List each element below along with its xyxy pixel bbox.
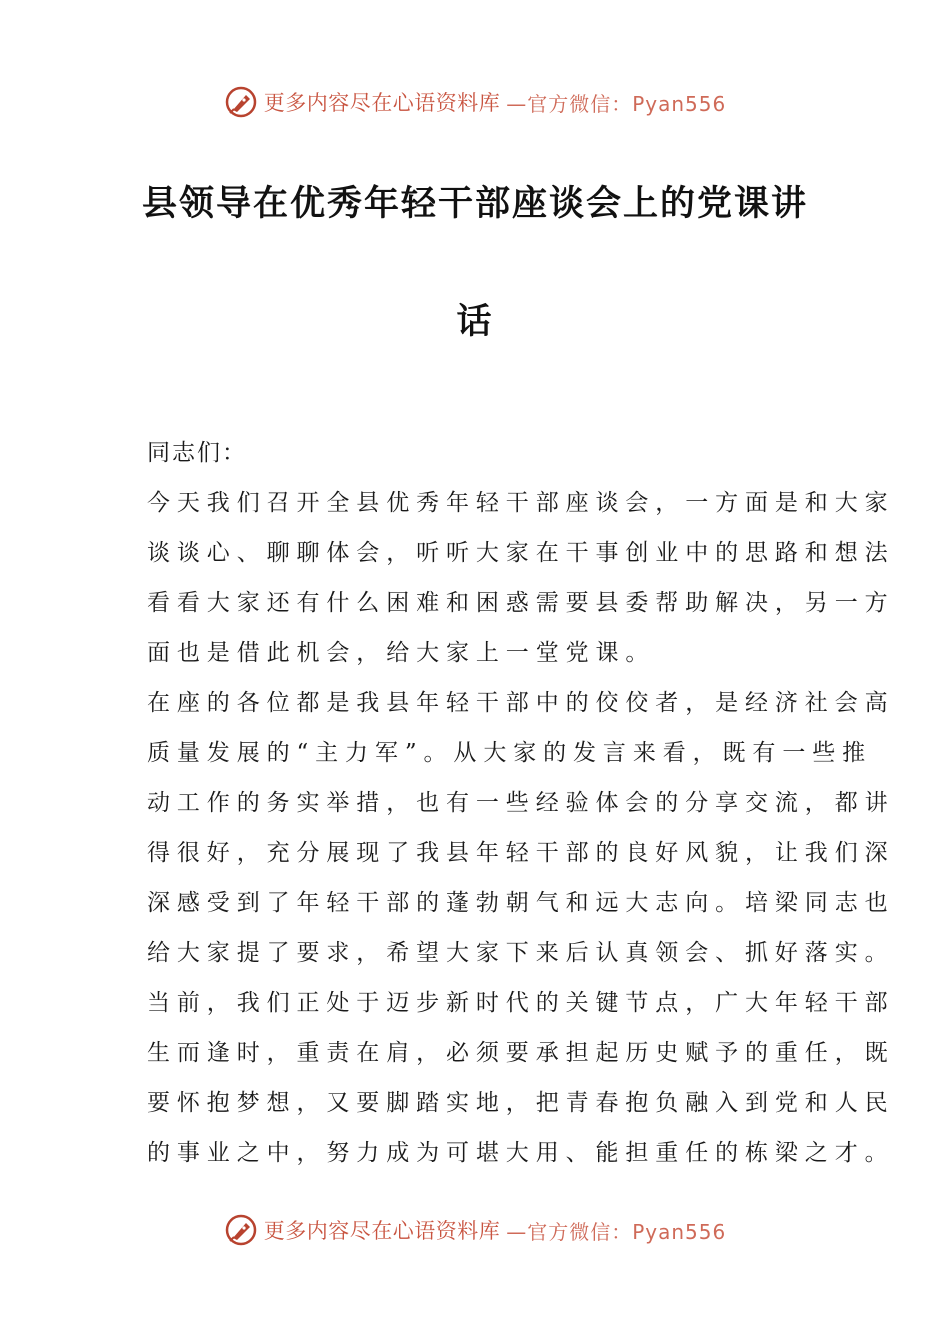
- watermark-brand-text: 更多内容尽在心语资料库: [263, 1219, 501, 1243]
- body-line: 面也是借此机会，给大家上一堂党课。: [147, 640, 656, 666]
- watermark-contact-text: —官方微信：Pyan556: [506, 1219, 727, 1244]
- document-title-line-1: 县领导在优秀年轻干部座谈会上的党课讲: [141, 183, 808, 224]
- body-line: 今天我们召开全县优秀年轻干部座谈会，一方面是和大家: [147, 490, 895, 516]
- watermark-brand-text: 更多内容尽在心语资料库: [263, 91, 501, 115]
- pen-nib-circle-icon: [224, 1213, 258, 1247]
- salutation: 同志们：: [147, 440, 247, 466]
- document-body: [147, 428, 895, 1178]
- body-line: 得很好，充分展现了我县年轻干部的良好风貌，让我们深: [147, 840, 895, 866]
- body-line: 要怀抱梦想，又要脚踏实地，把青春抱负融入到党和人民: [147, 1090, 895, 1116]
- watermark-contact-text: —官方微信：Pyan556: [506, 91, 727, 116]
- footer-watermark: [0, 1210, 950, 1250]
- body-line: 深感受到了年轻干部的蓬勃朝气和远大志向。培梁同志也: [147, 890, 895, 916]
- header-watermark: [0, 82, 950, 122]
- body-line: 看看大家还有什么困难和困惑需要县委帮助解决，另一方: [147, 590, 895, 616]
- body-line: 谈谈心、聊聊体会，听听大家在干事创业中的思路和想法: [147, 540, 895, 566]
- document-title-line-2: 话: [456, 301, 494, 342]
- pen-nib-circle-icon: [224, 85, 258, 119]
- body-line: 在座的各位都是我县年轻干部中的佼佼者，是经济社会高: [147, 690, 895, 716]
- body-line: 的事业之中，努力成为可堪大用、能担重任的栋梁之才。: [147, 1140, 895, 1166]
- body-line: 质量发展的“主力军”。从大家的发言来看，既有一些推: [147, 740, 873, 766]
- body-line: 动工作的务实举措，也有一些经验体会的分享交流，都讲: [147, 790, 895, 816]
- body-line: 给大家提了要求，希望大家下来后认真领会、抓好落实。: [147, 940, 895, 966]
- body-line: 生而逢时，重责在肩，必须要承担起历史赋予的重任，既: [147, 1040, 895, 1066]
- body-line: 当前，我们正处于迈步新时代的关键节点，广大年轻干部: [147, 990, 895, 1016]
